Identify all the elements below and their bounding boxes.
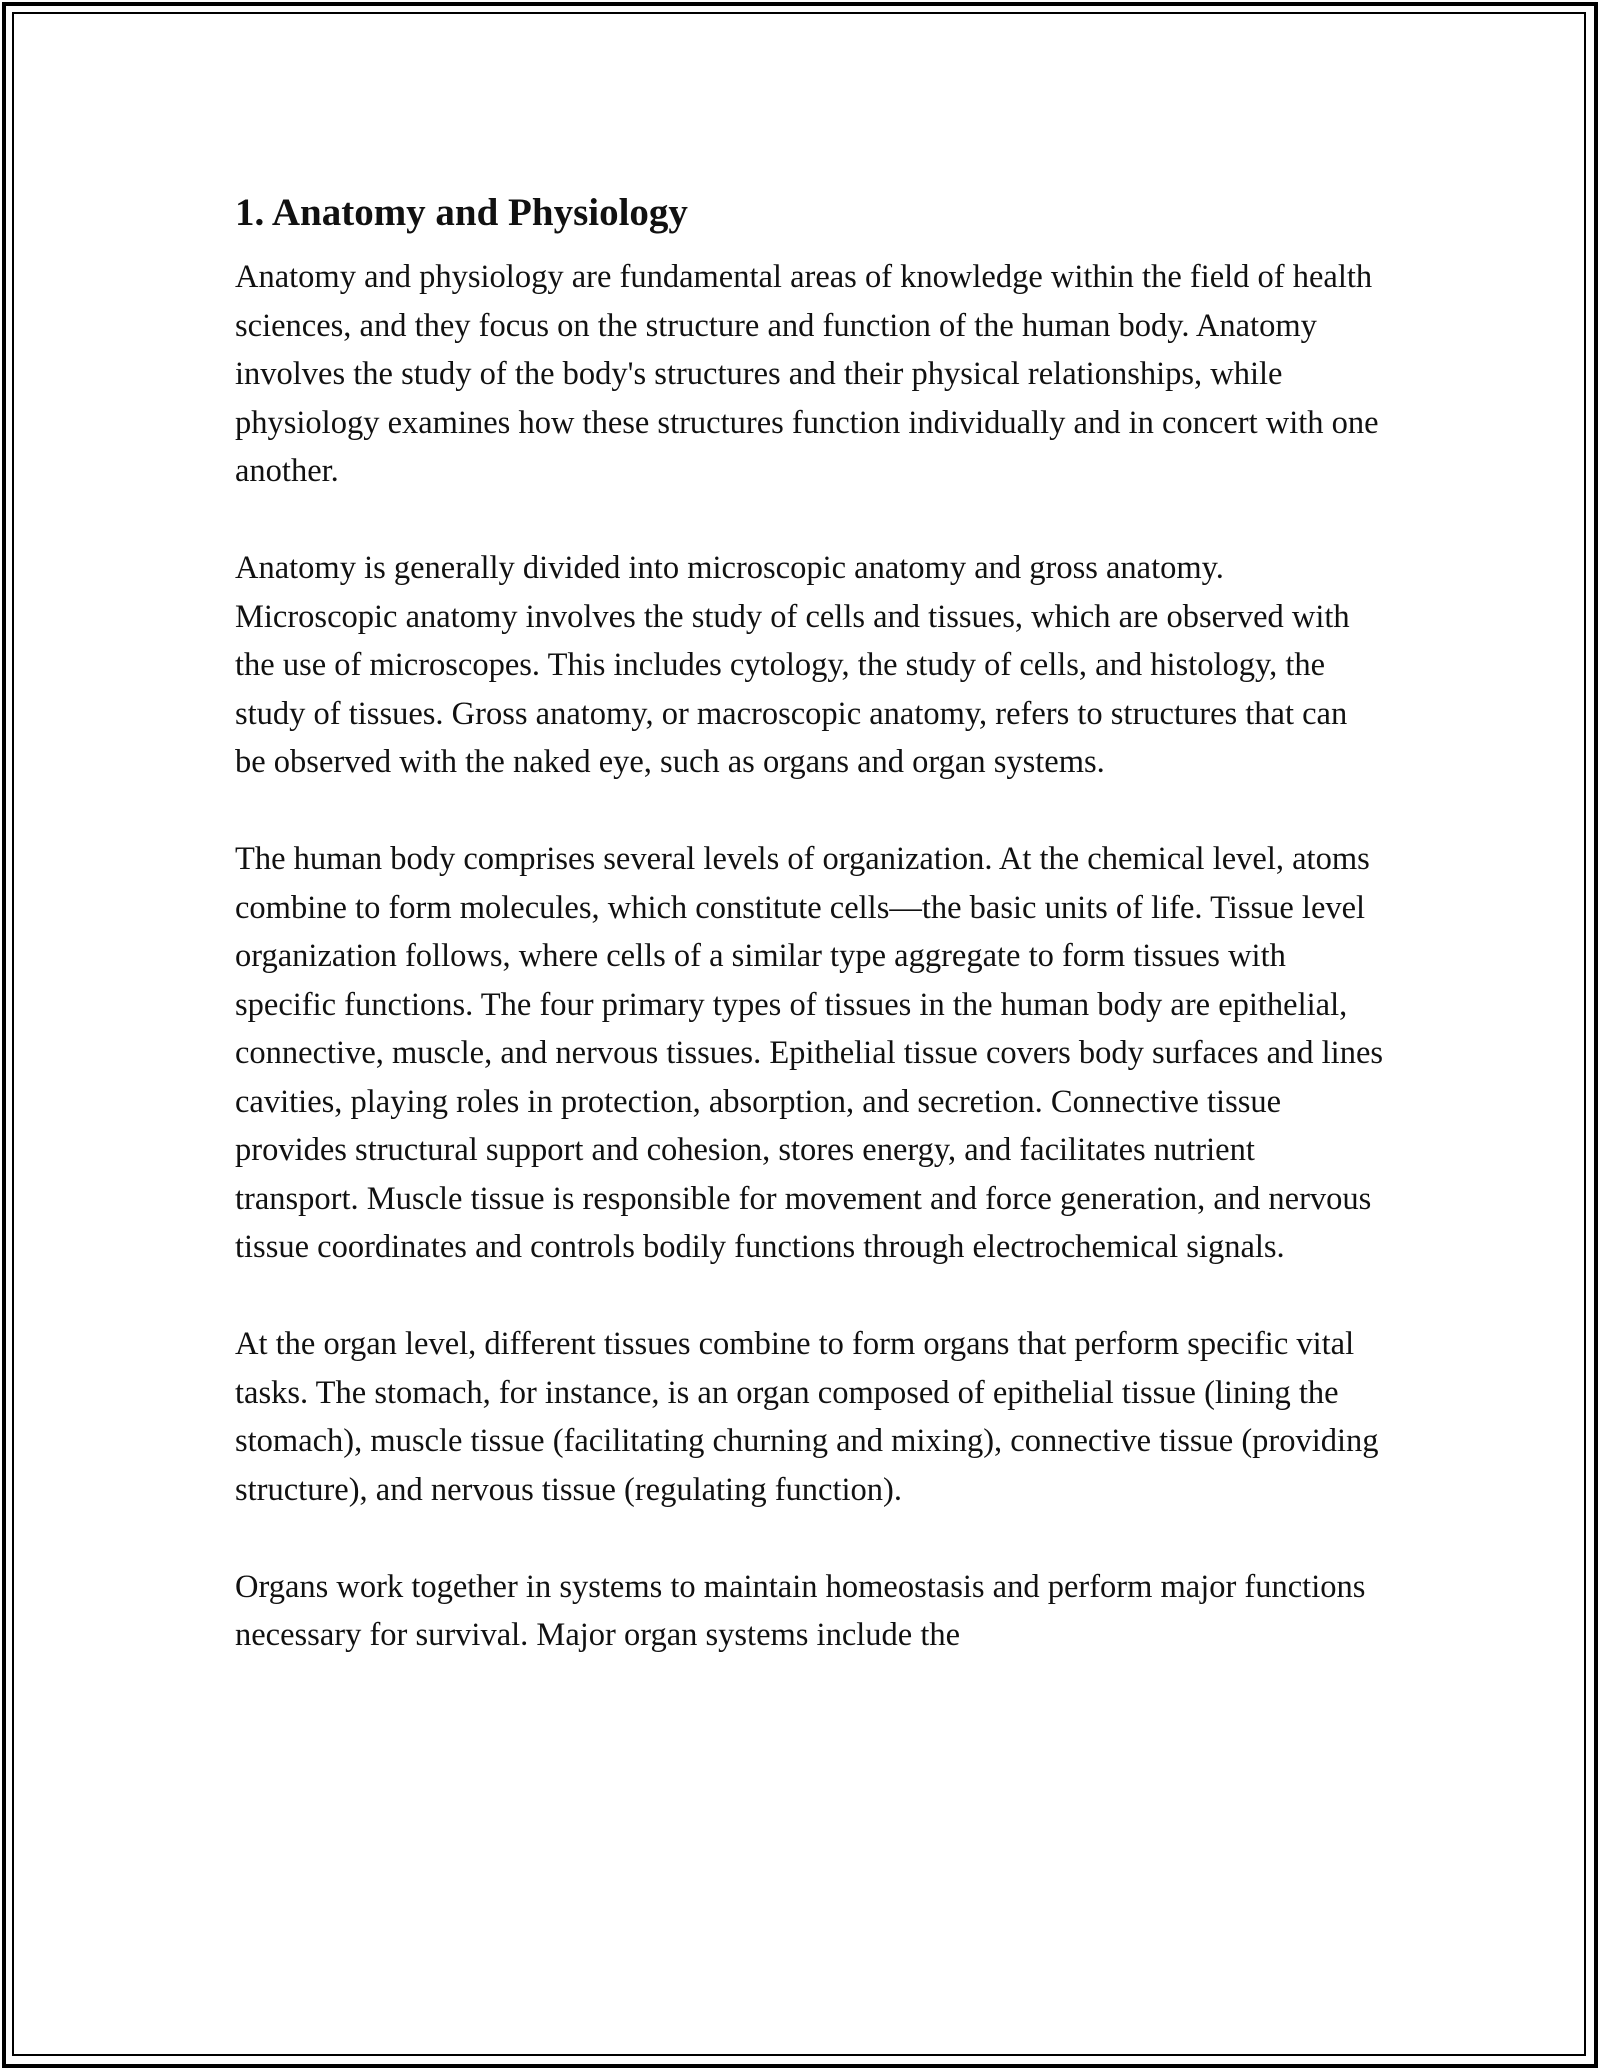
- paragraph-organ-systems: Organs work together in systems to maintain homeostasis and perform major functions necessary for survival. Major organ systems include the: [235, 1568, 1366, 1653]
- paragraph-levels-of-organization: The human body comprises several levels of organization. At the chemical level, atoms combine to form molecules, which constitute cells—the basic units of life. Tissue level organization follows, where cells of a similar type aggregate to form tissues with specific functions. The four primary types of tissues in the human body are epithelial, connective, muscle, and nervous tissues. Epithelial tissue covers body surfaces and lines cavities, playing roles in protection, absorption, and secretion. Connective tissue provides structural support and cohesion, stores energy, and facilitates nutrient transport. Muscle tissue is responsible for movement and force generation, and nervous tissue coordinates and controls bodily functions through electrochemical signals.: [235, 841, 1384, 1265]
- paragraph-anatomy-divisions: Anatomy is generally divided into microscopic anatomy and gross anatomy. Microscopic anatomy involves the study of cells and tissues, which are observed with the use of microscopes. This includes cytology, the study of cells, and histology, the study of tissues. Gross anatomy, or macroscopic anatomy, refers to structures that can be observed with the naked eye, such as organs and organ systems.: [235, 550, 1350, 780]
- paragraph-overview: Anatomy and physiology are fundamental areas of knowledge within the field of health sciences, and they focus on the structure and function of the human body. Anatomy involves the study of the body's structures and their physical relationships, while physiology examines how these structures function individually and in concert with one another.: [235, 259, 1379, 489]
- paragraph-organ-level: At the organ level, different tissues combine to form organs that perform specific vital tasks. The stomach, for instance, is an organ composed of epithelial tissue (lining the stomach), muscle tissue (facilitating churning and mixing), connective tissue (providing structure), and nervous tissue (regulating function).: [235, 1326, 1379, 1508]
- document-body: [235, 185, 1385, 1708]
- section-heading: 1. Anatomy and Physiology: [235, 191, 688, 234]
